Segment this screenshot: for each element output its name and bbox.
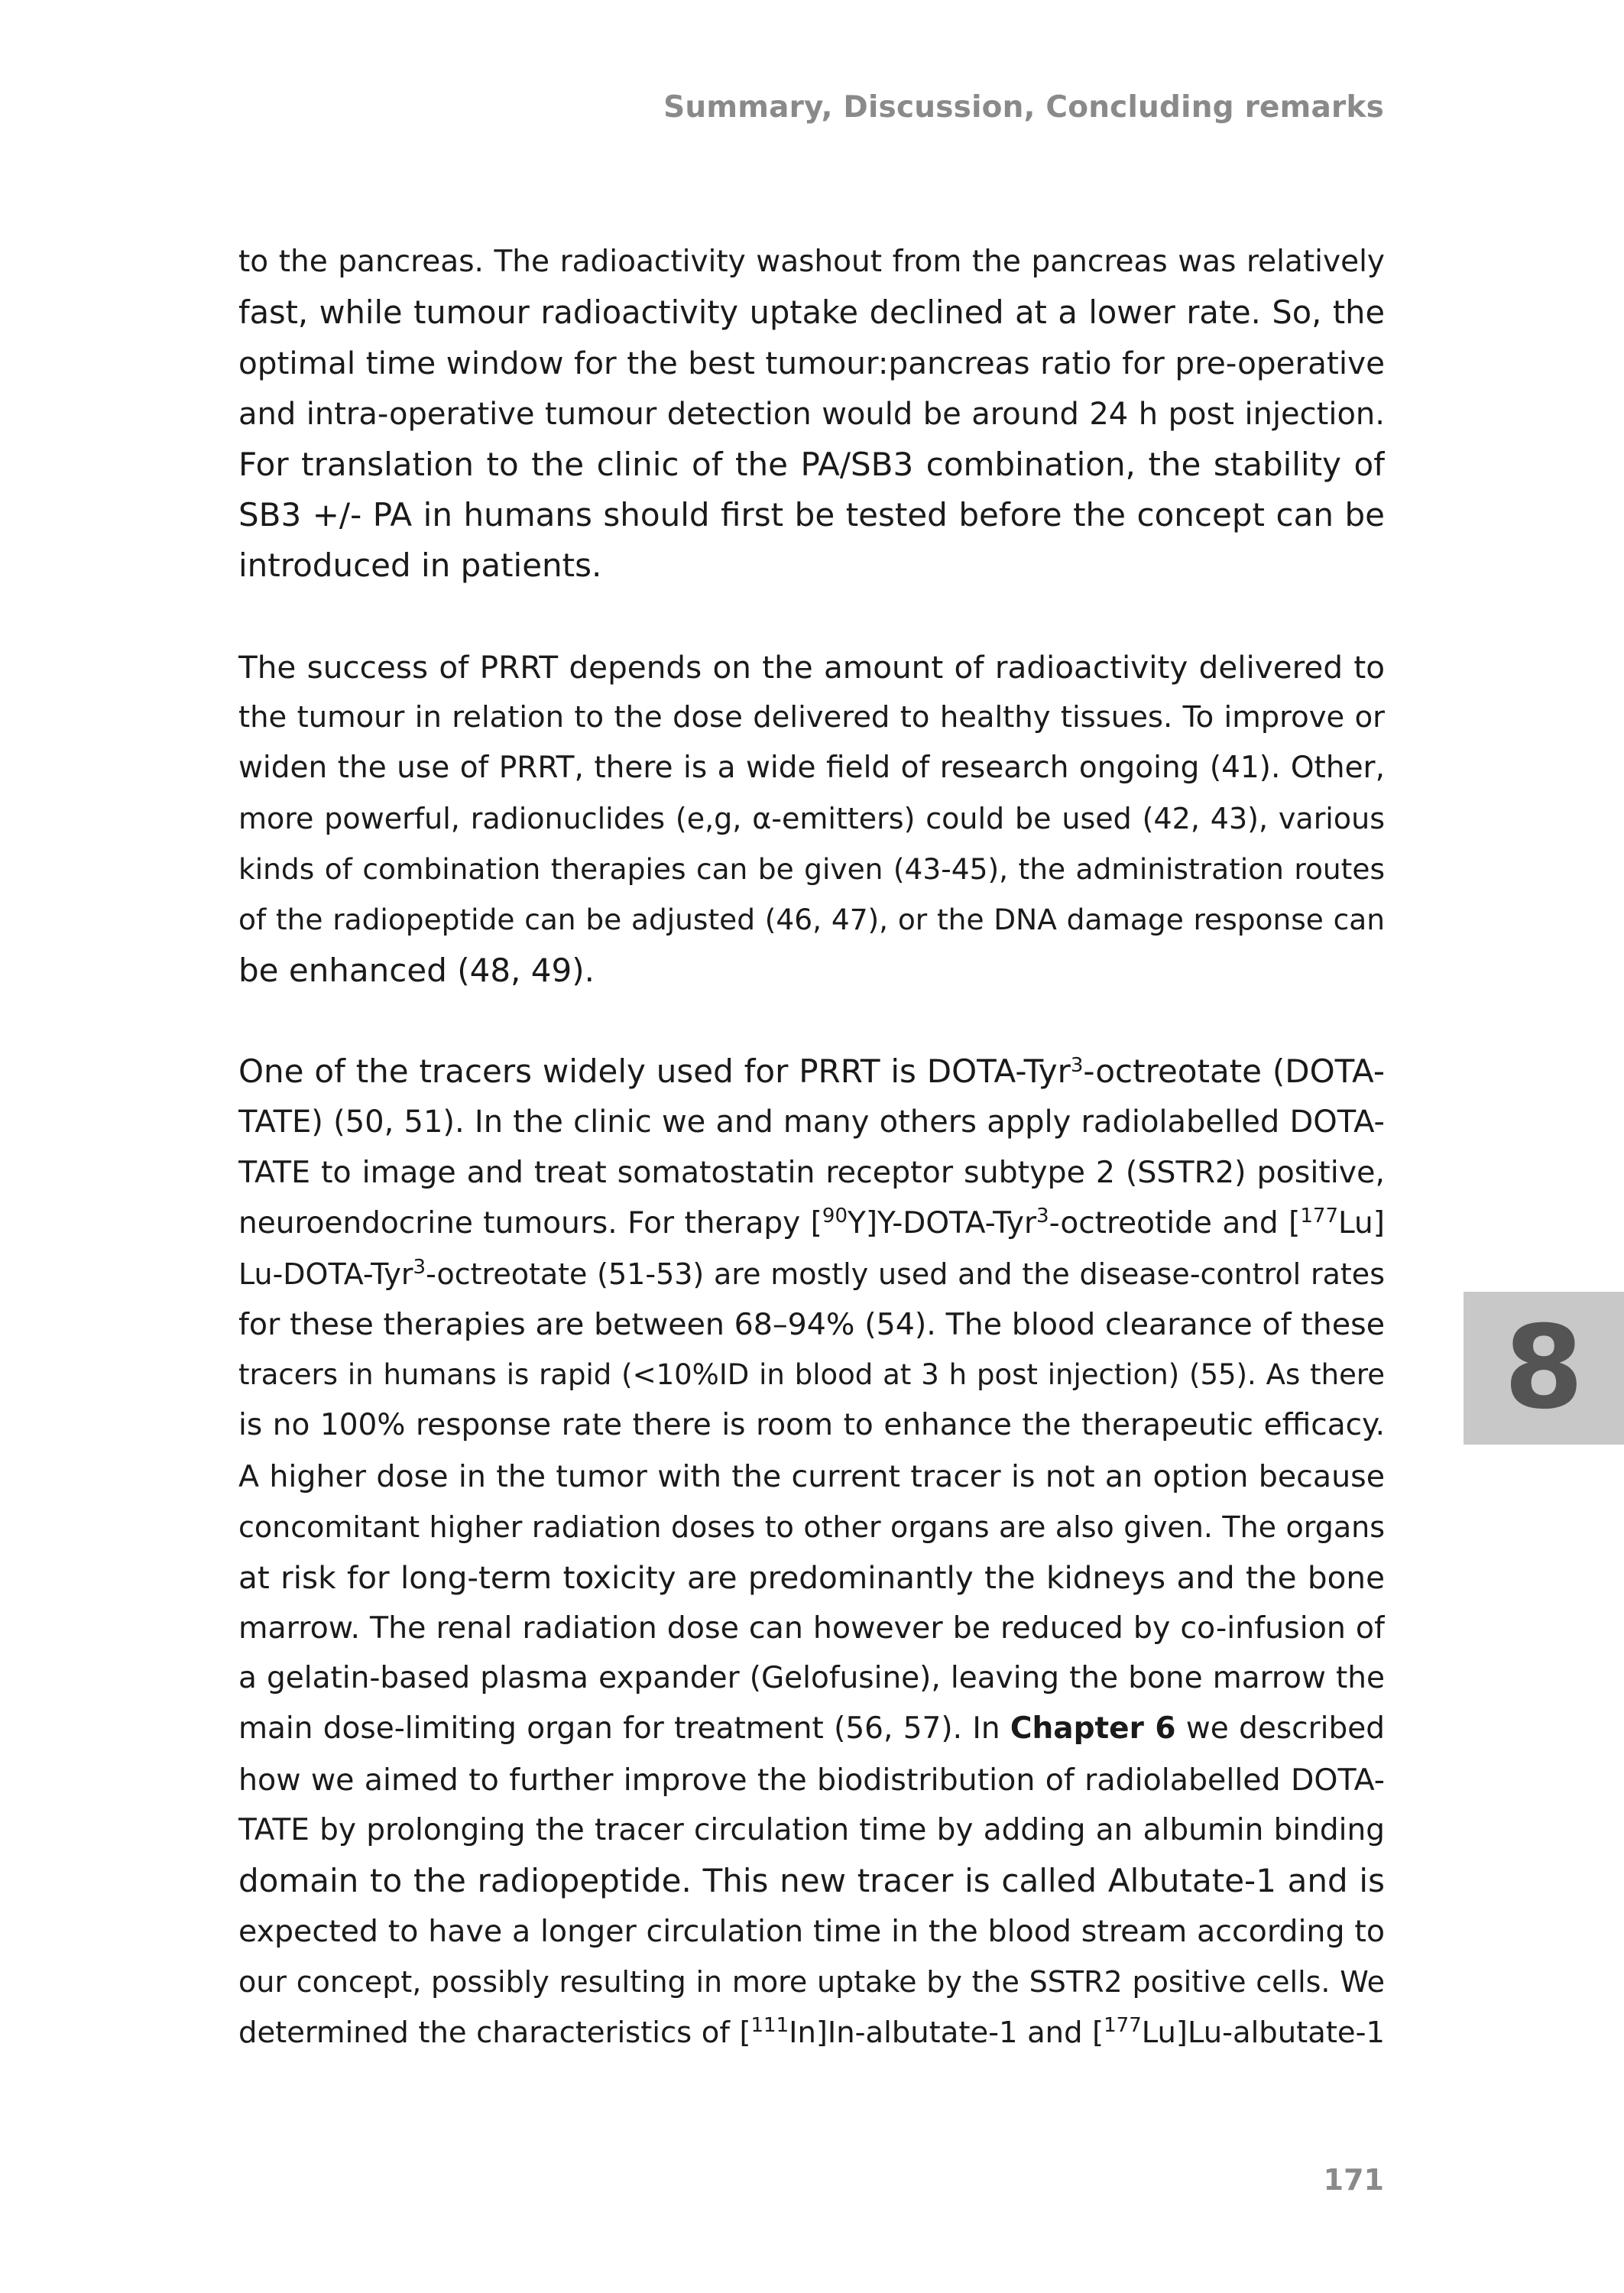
text-segment: marrow. The renal radiation dose can however be reduced by co-infusion of bbox=[238, 1610, 1385, 1646]
text-line bbox=[238, 1147, 1385, 1198]
text-segment: is no 100% response rate there is room to enhance the therapeutic efficacy. bbox=[238, 1408, 1385, 1443]
text-line bbox=[238, 389, 1385, 439]
text-segment: tracers in humans is rapid (<10%ID in blood at 3 h post injection) (55). As there bbox=[238, 1358, 1385, 1392]
running-header: Summary, Discussion, Concluding remarks bbox=[663, 90, 1384, 125]
text-segment: more powerful, radionuclides (e,g, α-emitters) could be used (42, 43), various bbox=[238, 802, 1385, 836]
text-segment: One of the tracers widely used for PRRT is DOTA-Tyr bbox=[238, 1052, 1071, 1090]
chapter-number: 8 bbox=[1503, 1302, 1584, 1435]
superscript: 3 bbox=[1070, 1054, 1084, 1077]
text-segment: our concept, possibly resulting in more uptake by the SSTR2 positive cells. We bbox=[238, 1965, 1385, 1999]
text-segment: be enhanced (48, 49). bbox=[238, 951, 595, 989]
superscript: 3 bbox=[1036, 1204, 1049, 1228]
text-segment: optimal time window for the best tumour:pancreas ratio for pre-operative bbox=[238, 345, 1385, 382]
text-line bbox=[238, 1097, 1385, 1147]
text-segment: The success of PRRT depends on the amount of radioactivity delivered to bbox=[238, 648, 1385, 686]
superscript: 111 bbox=[750, 2013, 789, 2037]
text-segment: Lu-DOTA-Tyr bbox=[238, 1257, 413, 1291]
text-line bbox=[238, 1603, 1385, 1653]
text-segment: Lu]Lu-albutate-1 bbox=[1141, 2015, 1385, 2050]
text-segment: fast, while tumour radioactivity uptake declined at a lower rate. So, the bbox=[238, 294, 1385, 332]
text-line bbox=[238, 692, 1385, 743]
text-line bbox=[238, 1805, 1385, 1856]
text-segment: -octreotate (51-53) are mostly used and the disease-control rates bbox=[426, 1257, 1385, 1291]
superscript: 90 bbox=[822, 1204, 848, 1228]
text-line bbox=[238, 338, 1385, 388]
text-segment: Y]Y-DOTA-Tyr bbox=[848, 1205, 1037, 1241]
text-segment: TATE) (50, 51). In the clinic we and many others apply radiolabelled DOTA- bbox=[238, 1104, 1385, 1140]
text-segment: For translation to the clinic of the PA/SB3 combination, the stability of bbox=[238, 445, 1385, 483]
text-segment: main dose-limiting organ for treatment (56, 57). In bbox=[238, 1711, 1010, 1747]
text-segment: domain to the radiopeptide. This new tracer is called Albutate-1 and is bbox=[238, 1862, 1385, 1899]
text-segment: TATE by prolonging the tracer circulation time by adding an albumin binding bbox=[238, 1812, 1385, 1847]
text-line bbox=[238, 1755, 1385, 1805]
text-segment: we described bbox=[1175, 1711, 1385, 1747]
text-line bbox=[238, 287, 1385, 338]
chapter-tab bbox=[1464, 1292, 1624, 1445]
text-line bbox=[238, 1400, 1385, 1451]
text-segment: A higher dose in the tumor with the current tracer is not an option because bbox=[238, 1458, 1385, 1494]
text-line bbox=[238, 490, 1385, 540]
text-segment: neuroendocrine tumours. For therapy [ bbox=[238, 1205, 822, 1241]
text-segment: at risk for long-term toxicity are predominantly the kidneys and the bone bbox=[238, 1558, 1385, 1596]
text-line bbox=[238, 642, 1385, 692]
text-line bbox=[238, 894, 1385, 945]
text-line bbox=[238, 1198, 1385, 1249]
superscript: 177 bbox=[1104, 2013, 1142, 2037]
paragraph bbox=[238, 642, 1385, 996]
text-line bbox=[238, 1046, 1385, 1097]
text-segment: of the radiopeptide can be adjusted (46, 47), or the DNA damage response can bbox=[238, 903, 1385, 937]
text-line bbox=[238, 1906, 1385, 1957]
body-text bbox=[238, 237, 1385, 2109]
paragraph bbox=[238, 1046, 1385, 2058]
text-line bbox=[238, 1350, 1385, 1400]
text-segment: a gelatin-based plasma expander (Gelofusine), leaving the bone marrow the bbox=[238, 1661, 1385, 1696]
text-line bbox=[238, 237, 1385, 287]
text-segment: and intra-operative tumour detection would be around 24 h post injection. bbox=[238, 396, 1385, 432]
text-line bbox=[238, 1249, 1385, 1299]
text-segment: to the pancreas. The radioactivity washout from the pancreas was relatively bbox=[238, 245, 1385, 279]
text-segment: In]In-albutate-1 and [ bbox=[789, 2015, 1104, 2050]
text-line bbox=[238, 1299, 1385, 1350]
text-line bbox=[238, 844, 1385, 894]
superscript: 177 bbox=[1300, 1204, 1339, 1228]
text-segment: SB3 +/- PA in humans should first be tested before the concept can be bbox=[238, 495, 1385, 534]
text-line bbox=[238, 743, 1385, 793]
text-line bbox=[238, 2008, 1385, 2058]
text-line bbox=[238, 945, 1385, 996]
bold-reference: Chapter 6 bbox=[1010, 1711, 1176, 1747]
page-number: 171 bbox=[1323, 2163, 1384, 2197]
text-segment: kinds of combination therapies can be given (43-45), the administration routes bbox=[238, 852, 1385, 887]
text-line bbox=[238, 540, 1385, 591]
text-line bbox=[238, 1502, 1385, 1552]
text-segment: how we aimed to further improve the biodistribution of radiolabelled DOTA- bbox=[238, 1762, 1385, 1798]
paragraph bbox=[238, 237, 1385, 591]
text-segment: determined the characteristics of [ bbox=[238, 2015, 751, 2050]
text-segment: the tumour in relation to the dose delivered to healthy tissues. To improve or bbox=[238, 699, 1385, 735]
text-line bbox=[238, 793, 1385, 844]
text-line bbox=[238, 1451, 1385, 1502]
text-segment: introduced in patients. bbox=[238, 546, 602, 585]
text-segment: expected to have a longer circulation time in the blood stream according to bbox=[238, 1914, 1385, 1950]
text-line bbox=[238, 1552, 1385, 1603]
text-line bbox=[238, 1653, 1385, 1704]
text-segment: Lu] bbox=[1338, 1205, 1385, 1241]
text-segment: -octreotate (DOTA- bbox=[1083, 1052, 1385, 1090]
text-line bbox=[238, 1856, 1385, 1906]
text-segment: for these therapies are between 68–94% (54). The blood clearance of these bbox=[238, 1306, 1385, 1342]
text-line bbox=[238, 1957, 1385, 2007]
superscript: 3 bbox=[413, 1255, 426, 1279]
text-line bbox=[238, 1704, 1385, 1754]
text-segment: -octreotide and [ bbox=[1049, 1205, 1301, 1241]
text-segment: widen the use of PRRT, there is a wide field of research ongoing (41). Other, bbox=[238, 750, 1385, 785]
text-line bbox=[238, 439, 1385, 490]
text-segment: TATE to image and treat somatostatin receptor subtype 2 (SSTR2) positive, bbox=[238, 1155, 1385, 1191]
text-segment: concomitant higher radiation doses to other organs are also given. The organs bbox=[238, 1510, 1385, 1544]
